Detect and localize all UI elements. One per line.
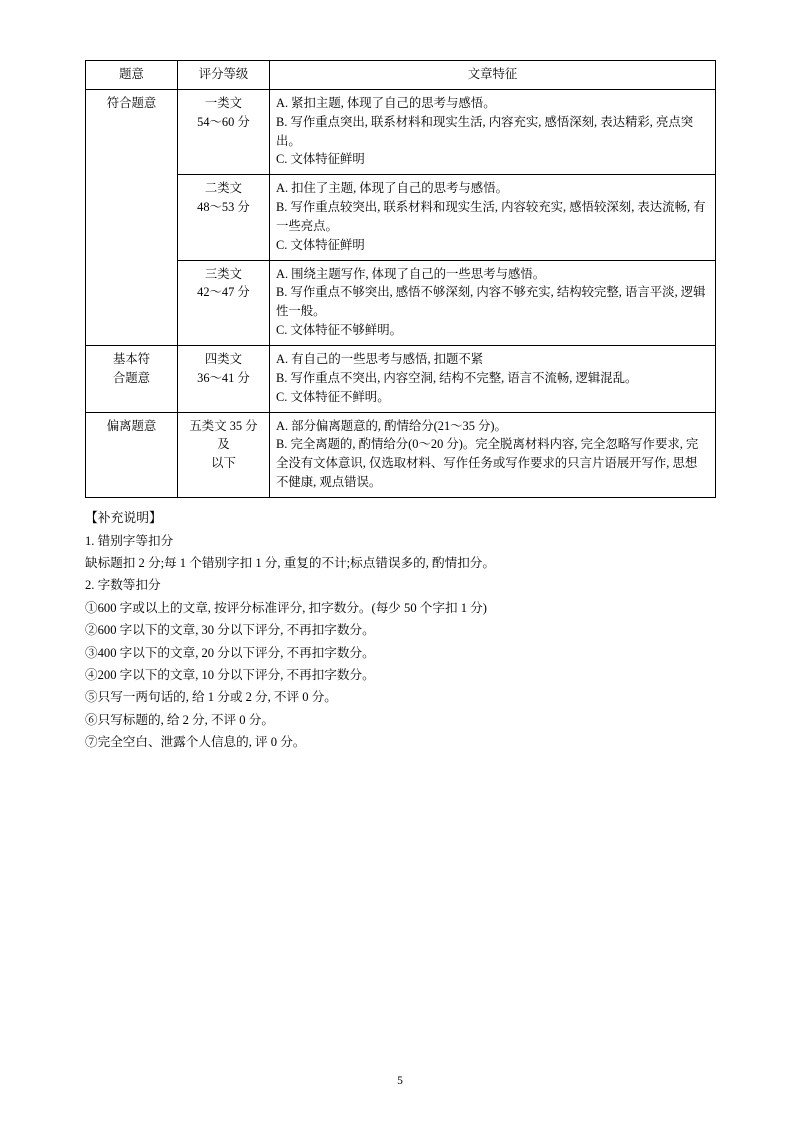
- grade-label: 一类文: [204, 95, 243, 110]
- notes-item: ①600 字或以上的文章, 按评分标准评分, 扣字数分。(每少 50 个字扣 1 分): [85, 600, 487, 615]
- cell-grade-class3: [178, 260, 270, 345]
- cell-meaning-deviate: 偏离题意: [86, 412, 178, 497]
- feature-item: A. 紧扣主题, 体现了自己的思考与感悟。: [276, 95, 496, 110]
- grade-score: 以下: [211, 456, 236, 471]
- feature-item: C. 文体特征不够鲜明。: [276, 323, 402, 338]
- feature-item: B. 写作重点突出, 联系材料和现实生活, 内容充实, 感悟深刻, 表达精彩, 亮点突出。: [276, 114, 694, 148]
- table-row: [86, 175, 716, 260]
- notes-section1-body: 缺标题扣 2 分;每 1 个错别字扣 1 分, 重复的不计;标点错误多的, 酌情扣分。: [85, 556, 495, 571]
- cell-features-class1: [270, 89, 716, 174]
- notes-heading: 【补充说明】: [85, 510, 162, 525]
- table-header: [86, 61, 716, 90]
- grade-label: 五类文 35 分及: [189, 418, 258, 452]
- cell-grade-class4: [178, 345, 270, 412]
- notes-section2-title: 2. 字数等扣分: [85, 578, 161, 593]
- page-number: 5: [397, 1075, 403, 1087]
- notes-item: ⑤只写一两句话的, 给 1 分或 2 分, 不评 0 分。: [85, 690, 337, 705]
- header-cell-features: 文章特征: [270, 61, 716, 90]
- grade-score: 48～53 分: [197, 200, 250, 215]
- cell-grade-class2: [178, 175, 270, 260]
- notes-item: ⑥只写标题的, 给 2 分, 不评 0 分。: [85, 712, 274, 727]
- header-cell-meaning: 题意: [86, 61, 178, 90]
- table-row: [86, 260, 716, 345]
- feature-item: B. 写作重点不够突出, 感悟不够深刻, 内容不够充实, 结构较完整, 语言平淡, 逻辑性一般。: [276, 285, 706, 319]
- feature-item: B. 完全离题的, 酌情给分(0～20 分)。完全脱离材料内容, 完全忽略写作要求, 完全没有文体意识, 仅选取材料、写作任务或写作要求的只言片语展开写作, 思想不健康, 观点错误。: [276, 437, 699, 490]
- header-cell-grade: 评分等级: [178, 61, 270, 90]
- table-row: [86, 89, 716, 174]
- grade-score: 42～47 分: [197, 285, 250, 300]
- feature-item: A. 部分偏离题意的, 酌情给分(21～35 分)。: [276, 418, 507, 433]
- feature-item: A. 围绕主题写作, 体现了自己的一些思考与感悟。: [276, 266, 546, 281]
- notes-section1-title: 1. 错别字等扣分: [85, 533, 174, 548]
- feature-item: C. 文体特征鲜明: [276, 152, 365, 167]
- table-header-row: [86, 61, 716, 90]
- notes-item: ③400 字以下的文章, 20 分以下评分, 不再扣字数分。: [85, 645, 375, 660]
- supplementary-notes: [85, 507, 725, 754]
- grade-score: 54～60 分: [197, 114, 250, 129]
- cell-features-class2: [270, 175, 716, 260]
- cell-grade-class5: [178, 412, 270, 497]
- table-body: [86, 89, 716, 497]
- notes-item: ⑦完全空白、泄露个人信息的, 评 0 分。: [85, 735, 306, 750]
- grade-label: 四类文: [204, 351, 243, 366]
- notes-item: ②600 字以下的文章, 30 分以下评分, 不再扣字数分。: [85, 623, 375, 638]
- cell-meaning-conform: 符合题意: [86, 89, 178, 345]
- cell-features-class5: [270, 412, 716, 497]
- cell-features-class4: [270, 345, 716, 412]
- feature-item: B. 写作重点不突出, 内容空洞, 结构不完整, 语言不流畅, 逻辑混乱。: [276, 370, 638, 385]
- grade-score: 36～41 分: [197, 370, 250, 385]
- meaning-line-1: 基本符: [112, 351, 151, 366]
- grade-label: 二类文: [204, 181, 243, 196]
- meaning-line-2: 合题意: [112, 370, 151, 385]
- scoring-rubric-table: [85, 60, 716, 498]
- feature-item: C. 文体特征不鲜明。: [276, 389, 390, 404]
- notes-item: ④200 字以下的文章, 10 分以下评分, 不再扣字数分。: [85, 668, 375, 683]
- cell-grade-class1: [178, 89, 270, 174]
- table-row: [86, 412, 716, 497]
- feature-item: A. 扣住了主题, 体现了自己的思考与感悟。: [276, 181, 508, 196]
- feature-item: C. 文体特征鲜明: [276, 237, 365, 252]
- feature-item: A. 有自己的一些思考与感悟, 扣题不紧: [276, 351, 484, 366]
- cell-features-class3: [270, 260, 716, 345]
- feature-item: B. 写作重点较突出, 联系材料和现实生活, 内容较充实, 感悟较深刻, 表达流畅, 有一些亮点。: [276, 200, 706, 233]
- grade-label: 三类文: [204, 266, 243, 281]
- table-row: [86, 345, 716, 412]
- cell-meaning-basic: [86, 345, 178, 412]
